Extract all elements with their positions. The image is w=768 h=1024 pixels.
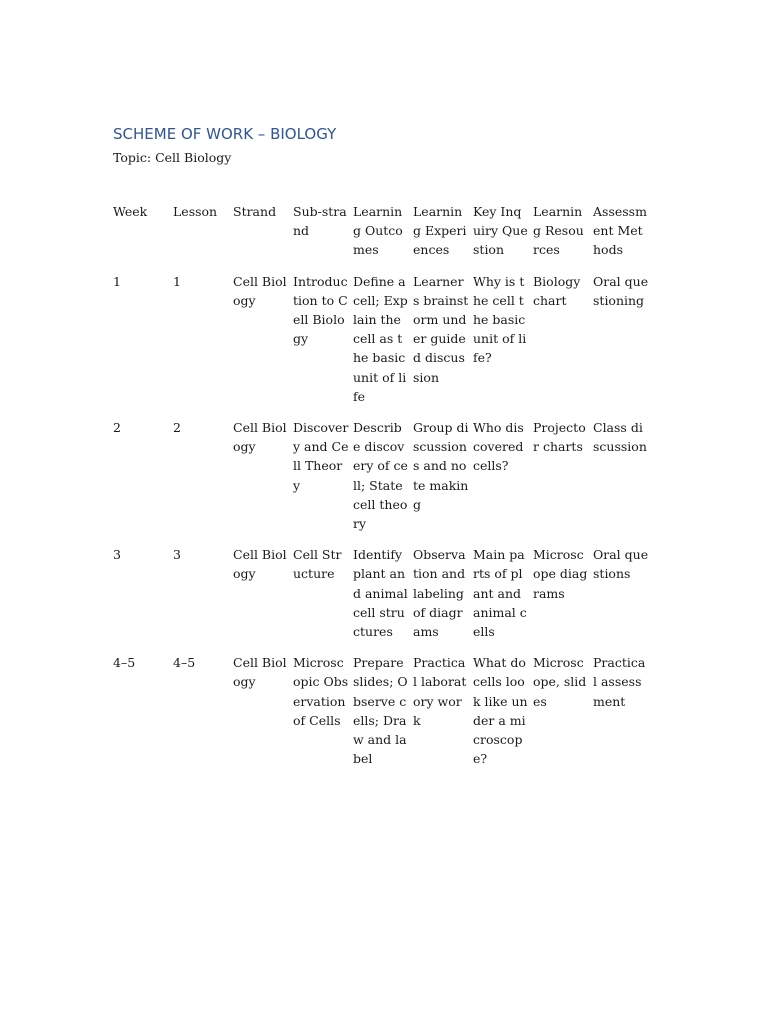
table-cell-key-inquiry-question: Who discovered cells? (473, 420, 524, 474)
table-cell-sub-strand: Discovery and Cell Theory (293, 420, 349, 493)
header-cell-key-inquiry-question: Key Inquiry Question (473, 204, 528, 258)
spacer-cell (113, 533, 653, 545)
table-cell-week: 2 (113, 420, 121, 436)
header-cell-week: Week (113, 204, 148, 219)
table-cell-learning-resources: Projector charts (533, 420, 586, 455)
header-cell-learning-resources: Learning Resources (533, 204, 584, 258)
table-cell-learning-outcomes: Identify plant and animal cell structures (353, 547, 408, 640)
table-cell-assessment-methods: Oral questioning (593, 273, 649, 308)
header-cell-assessment-methods: Assessment Methods (593, 204, 647, 258)
table-cell-week: 1 (113, 273, 121, 289)
table-cell-lesson: 3 (173, 547, 181, 563)
table-cell-sub-strand: Microscopic Observation of Cells (293, 655, 349, 728)
table-cell-learning-experiences: Observation and labeling of diagrams (413, 547, 466, 640)
table-cell-strand: Cell Biology (233, 420, 287, 455)
page-title: SCHEME OF WORK – BIOLOGY (113, 125, 337, 143)
table-row (113, 418, 653, 533)
spacer-cell (113, 641, 653, 653)
table-cell-strand: Cell Biology (233, 655, 287, 690)
table-cell-learning-experiences: Learners brainstorm under guided discussion (413, 273, 469, 385)
spacer-cell (113, 260, 653, 272)
table-header-row (113, 202, 653, 260)
table-cell-lesson: 4–5 (173, 655, 196, 671)
table-cell-assessment-methods: Oral questions (593, 547, 649, 582)
table-cell-learning-resources: Microscope diagrams (533, 547, 588, 601)
header-cell-learning-experiences: Learning Experiences (413, 204, 467, 258)
scheme-of-work-table (113, 202, 653, 768)
table-cell-learning-outcomes: Describe discovery of cell; State cell theory (353, 420, 408, 532)
header-cell-sub-strand: Sub-strand (293, 204, 347, 239)
table-cell-key-inquiry-question: Main parts of plant and animal cells (473, 547, 527, 640)
table-cell-key-inquiry-question: Why is the cell the basic unit of life? (473, 273, 527, 366)
table-cell-week: 3 (113, 547, 121, 563)
table-cell-assessment-methods: Class discussion (593, 420, 647, 455)
table-cell-strand: Cell Biology (233, 547, 287, 582)
header-cell-strand: Strand (233, 204, 277, 219)
table-row (113, 653, 653, 768)
table-cell-lesson: 2 (173, 420, 181, 436)
table-row (113, 545, 653, 641)
table-cell-sub-strand: Introduction to Cell Biology (293, 273, 348, 347)
table-cell-lesson: 1 (173, 273, 181, 289)
row-spacer (113, 533, 653, 545)
row-spacer (113, 260, 653, 272)
table-cell-week: 4–5 (113, 655, 136, 671)
table-cell-key-inquiry-question: What do cells look like under a microscope? (473, 655, 528, 767)
page-subtitle: Topic: Cell Biology (113, 150, 232, 165)
row-spacer (113, 641, 653, 653)
header-cell-learning-outcomes: Learning Outcomes (353, 204, 403, 258)
table-cell-learning-resources: Microscope, slides (533, 655, 587, 709)
table-row (113, 272, 653, 406)
header-cell-lesson: Lesson (173, 204, 218, 219)
table-cell-assessment-methods: Practical assessment (593, 655, 646, 709)
table-cell-strand: Cell Biology (233, 273, 287, 308)
table-cell-learning-experiences: Group discussions and note making (413, 420, 469, 512)
table-cell-learning-experiences: Practical laboratory work (413, 655, 467, 728)
table-cell-learning-outcomes: Prepare slides; Observe cells; Draw and label (353, 655, 408, 767)
table-cell-learning-resources: Biology chart (533, 273, 581, 308)
spacer-cell (113, 406, 653, 418)
row-spacer (113, 406, 653, 418)
table-cell-learning-outcomes: Define a cell; Explain the cell as the basic unit of life (353, 273, 408, 404)
table-cell-sub-strand: Cell Structure (293, 547, 342, 582)
